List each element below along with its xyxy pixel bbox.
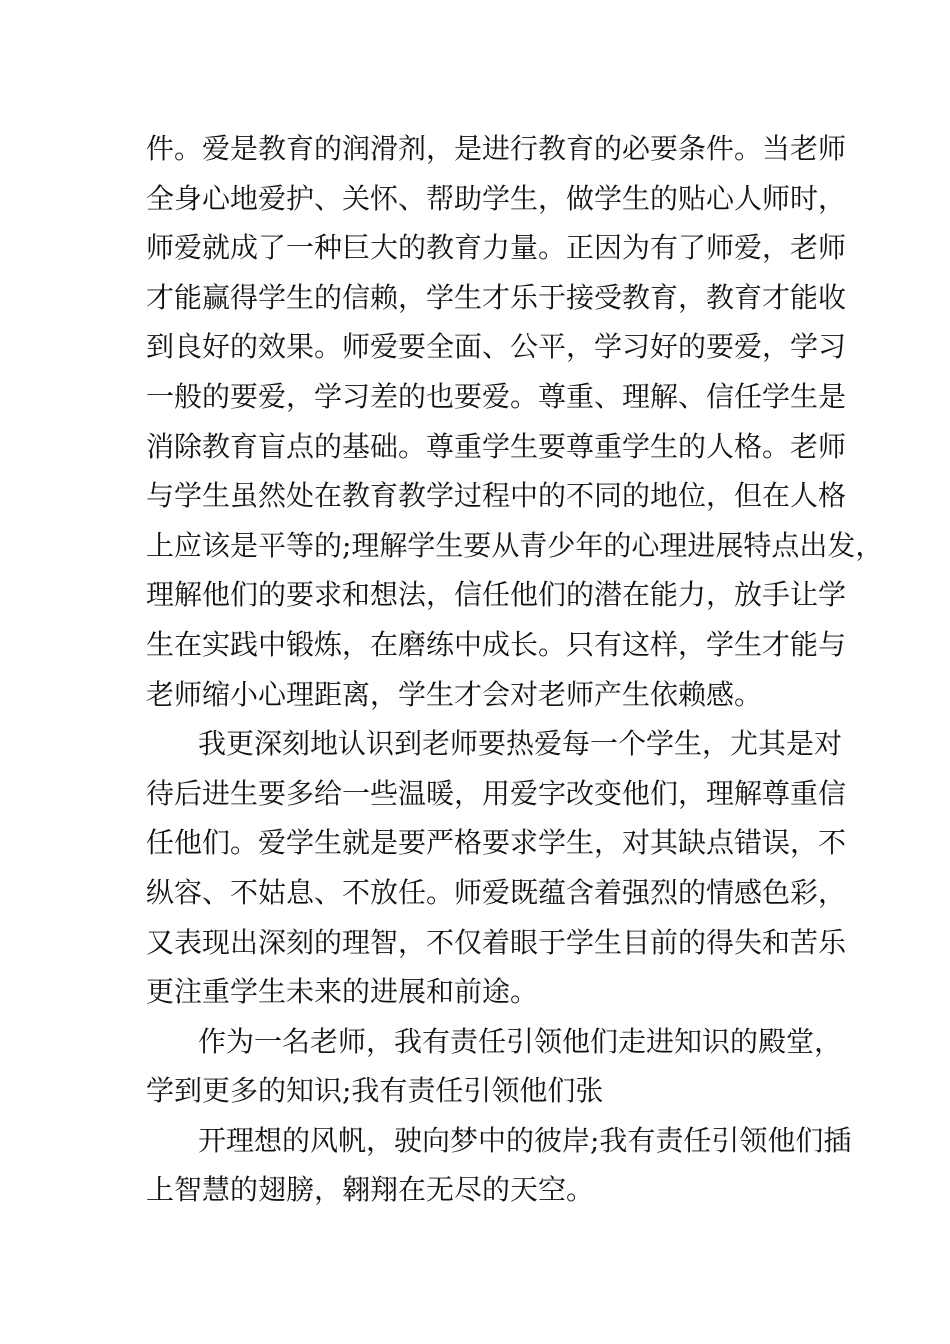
- paragraph-first-line: 我更深刻地认识到老师要热爱每一个学生，尤其是对: [198, 727, 843, 761]
- text-line: 与学生虽然处在教育教学过程中的不同的地位，但在人格: [146, 479, 847, 513]
- text-line: 才能赢得学生的信赖，学生才乐于接受教育，教育才能收: [146, 280, 847, 314]
- text-line: 一般的要爱，学习差的也要爱。尊重、理解、信任学生是: [146, 379, 847, 413]
- text-line: 生在实践中锻炼，在磨练中成长。只有这样，学生才能与: [146, 627, 847, 661]
- text-line: 上智慧的翅膀，翱翔在无尽的天空。: [146, 1173, 595, 1207]
- text-line: 又表现出深刻的理智，不仅着眼于学生目前的得失和苦乐: [146, 925, 847, 959]
- text-line: 上应该是平等的;理解学生要从青少年的心理进展特点出发，: [146, 528, 884, 562]
- text-line: 消除教育盲点的基础。尊重学生要尊重学生的人格。老师: [146, 429, 847, 463]
- text-line: 件。爱是教育的润滑剂，是进行教育的必要条件。当老师: [146, 132, 847, 165]
- text-line: 任他们。爱学生就是要严格要求学生，对其缺点错误，不: [146, 826, 847, 860]
- text-line: 老师缩小心理距离，学生才会对老师产生依赖感。: [146, 677, 763, 711]
- text-line: 理解他们的要求和想法，信任他们的潜在能力，放手让学: [146, 578, 847, 612]
- text-line: 待后进生要多给一些温暖，用爱字改变他们，理解尊重信: [146, 776, 847, 810]
- text-line: 到良好的效果。师爱要全面、公平，学习好的要爱，学习: [146, 330, 847, 364]
- text-line: 纵容、不姑息、不放任。师爱既蕴含着强烈的情感色彩，: [146, 875, 847, 909]
- text-line: 师爱就成了一种巨大的教育力量。正因为有了师爱，老师: [146, 231, 847, 265]
- text-line: 学到更多的知识;我有责任引领他们张: [146, 1074, 604, 1108]
- text-line: 全身心地爱护、关怀、帮助学生，做学生的贴心人师时，: [146, 181, 847, 215]
- paragraph-first-line: 作为一名老师，我有责任引领他们走进知识的殿堂，: [198, 1024, 843, 1058]
- paragraph-first-line: 开理想的风帆，驶向梦中的彼岸;我有责任引领他们插: [198, 1123, 852, 1157]
- text-line: 更注重学生未来的进展和前途。: [146, 975, 539, 1009]
- document-body: [146, 124, 884, 1215]
